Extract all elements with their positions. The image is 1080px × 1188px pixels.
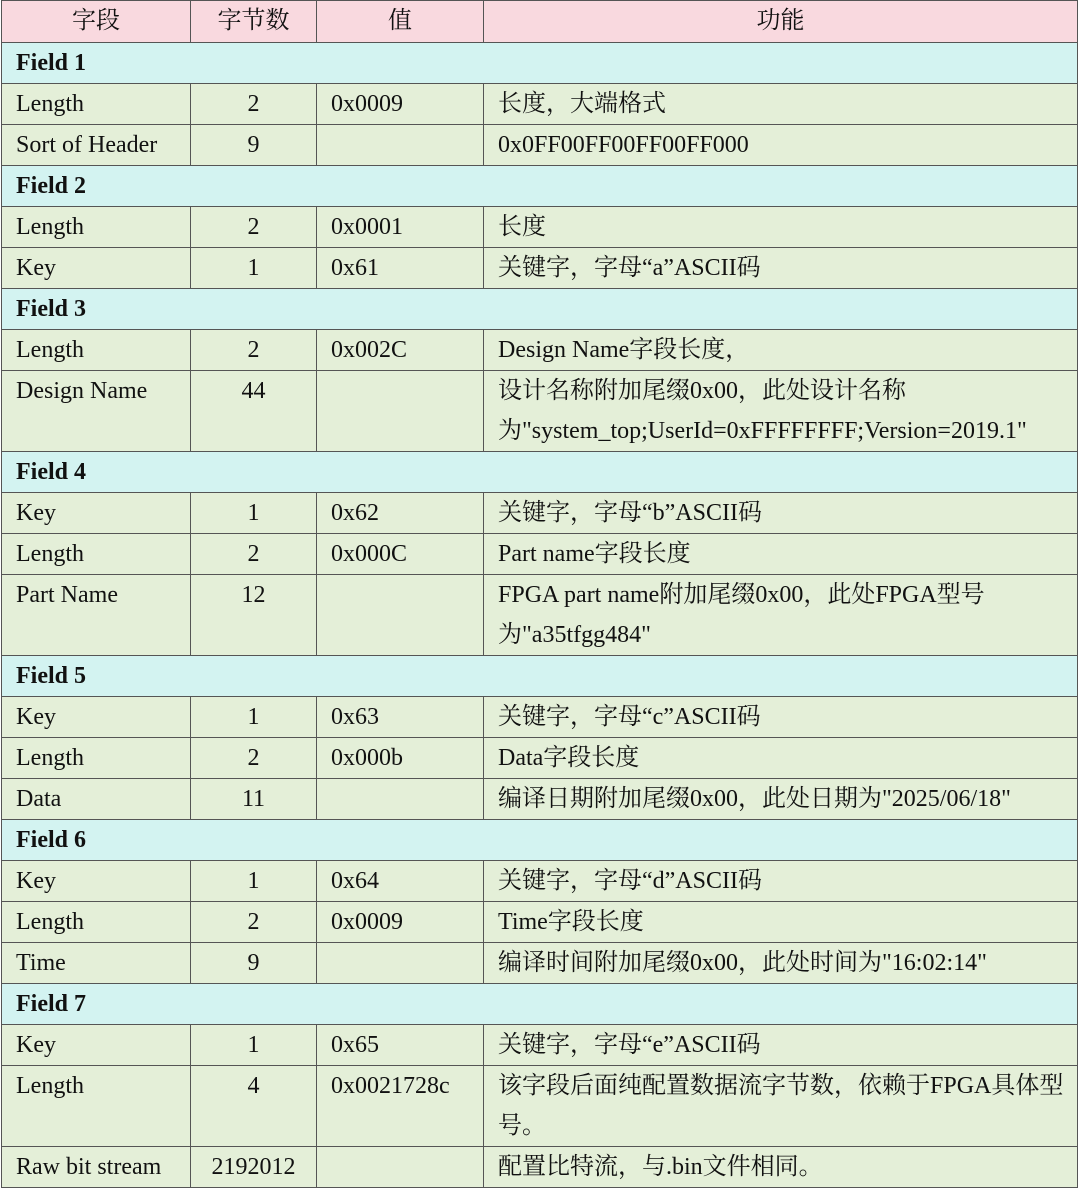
table-row (2, 943, 1078, 984)
cell-field-name: Data (2, 779, 191, 820)
field-group-row (2, 289, 1078, 330)
table-row (2, 779, 1078, 820)
cell-function: Data字段长度 (484, 738, 1078, 779)
cell-function: 长度，大端格式 (484, 84, 1078, 125)
table-body (2, 43, 1078, 1188)
header-row (2, 1, 1078, 43)
cell-byte-count: 9 (191, 943, 317, 984)
cell-byte-count: 2 (191, 902, 317, 943)
cell-function: 编译时间附加尾缀0x00，此处时间为"16:02:14" (484, 943, 1078, 984)
cell-field-name: Key (2, 493, 191, 534)
field-group-row (2, 820, 1078, 861)
cell-field-name: Part Name (2, 575, 191, 656)
cell-field-name: Key (2, 697, 191, 738)
cell-value: 0x65 (317, 1025, 484, 1066)
cell-value: 0x64 (317, 861, 484, 902)
cell-function: FPGA part name附加尾缀0x00，此处FPGA型号为"a35tfgg484" (484, 575, 1078, 656)
cell-value (317, 575, 484, 656)
cell-value: 0x63 (317, 697, 484, 738)
field-group-row (2, 984, 1078, 1025)
field-group-label: Field 5 (2, 656, 1078, 697)
cell-byte-count: 4 (191, 1066, 317, 1147)
cell-function: 关键字，字母“c”ASCII码 (484, 697, 1078, 738)
table-row (2, 861, 1078, 902)
cell-byte-count: 2 (191, 738, 317, 779)
table-row (2, 207, 1078, 248)
cell-field-name: Length (2, 1066, 191, 1147)
cell-field-name: Length (2, 84, 191, 125)
cell-field-name: Length (2, 738, 191, 779)
field-group-row (2, 656, 1078, 697)
cell-field-name: Length (2, 902, 191, 943)
cell-function: Time字段长度 (484, 902, 1078, 943)
cell-byte-count: 1 (191, 248, 317, 289)
cell-byte-count: 12 (191, 575, 317, 656)
cell-field-name: Length (2, 330, 191, 371)
field-group-row (2, 43, 1078, 84)
cell-byte-count: 2 (191, 207, 317, 248)
cell-field-name: Design Name (2, 371, 191, 452)
field-group-label: Field 4 (2, 452, 1078, 493)
header-value: 值 (317, 1, 484, 43)
header-field: 字段 (2, 1, 191, 43)
table-row (2, 534, 1078, 575)
cell-value: 0x0021728c (317, 1066, 484, 1147)
table-row (2, 248, 1078, 289)
cell-function: 关键字，字母“d”ASCII码 (484, 861, 1078, 902)
cell-function: 该字段后面纯配置数据流字节数，依赖于FPGA具体型号。 (484, 1066, 1078, 1147)
table-row (2, 1066, 1078, 1147)
table-row (2, 330, 1078, 371)
cell-value: 0x000C (317, 534, 484, 575)
cell-value: 0x0001 (317, 207, 484, 248)
table-row (2, 1147, 1078, 1188)
cell-byte-count: 44 (191, 371, 317, 452)
header-bytes: 字节数 (191, 1, 317, 43)
cell-value: 0x61 (317, 248, 484, 289)
field-group-label: Field 1 (2, 43, 1078, 84)
field-group-label: Field 6 (2, 820, 1078, 861)
cell-byte-count: 2 (191, 330, 317, 371)
cell-function: 关键字，字母“b”ASCII码 (484, 493, 1078, 534)
cell-byte-count: 11 (191, 779, 317, 820)
cell-field-name: Length (2, 207, 191, 248)
table-row (2, 84, 1078, 125)
cell-function: 关键字，字母“a”ASCII码 (484, 248, 1078, 289)
cell-value: 0x62 (317, 493, 484, 534)
table-row (2, 575, 1078, 656)
cell-value (317, 371, 484, 452)
cell-function: 配置比特流，与.bin文件相同。 (484, 1147, 1078, 1188)
cell-byte-count: 1 (191, 1025, 317, 1066)
cell-function: 0x0FF00FF00FF00FF000 (484, 125, 1078, 166)
cell-value (317, 779, 484, 820)
field-group-label: Field 2 (2, 166, 1078, 207)
cell-function: 长度 (484, 207, 1078, 248)
cell-value: 0x000b (317, 738, 484, 779)
cell-function: 关键字，字母“e”ASCII码 (484, 1025, 1078, 1066)
field-group-row (2, 166, 1078, 207)
cell-field-name: Length (2, 534, 191, 575)
cell-field-name: Raw bit stream (2, 1147, 191, 1188)
header-function: 功能 (484, 1, 1078, 43)
table-row (2, 371, 1078, 452)
table-row (2, 493, 1078, 534)
table-row (2, 738, 1078, 779)
cell-function: Part name字段长度 (484, 534, 1078, 575)
cell-field-name: Time (2, 943, 191, 984)
cell-value: 0x002C (317, 330, 484, 371)
cell-field-name: Key (2, 1025, 191, 1066)
field-group-label: Field 3 (2, 289, 1078, 330)
table-row (2, 902, 1078, 943)
table-row (2, 1025, 1078, 1066)
cell-value (317, 125, 484, 166)
cell-byte-count: 9 (191, 125, 317, 166)
cell-value: 0x0009 (317, 84, 484, 125)
cell-byte-count: 2 (191, 84, 317, 125)
cell-byte-count: 1 (191, 493, 317, 534)
bitstream-header-table (1, 0, 1078, 1188)
cell-value (317, 1147, 484, 1188)
cell-field-name: Key (2, 248, 191, 289)
cell-byte-count: 1 (191, 861, 317, 902)
table-row (2, 125, 1078, 166)
cell-value (317, 943, 484, 984)
cell-byte-count: 2 (191, 534, 317, 575)
field-group-row (2, 452, 1078, 493)
cell-function: 设计名称附加尾缀0x00，此处设计名称为"system_top;UserId=0xFFFFFFFF;Version=2019.1" (484, 371, 1078, 452)
cell-function: 编译日期附加尾缀0x00，此处日期为"2025/06/18" (484, 779, 1078, 820)
field-group-label: Field 7 (2, 984, 1078, 1025)
cell-field-name: Sort of Header (2, 125, 191, 166)
table-row (2, 697, 1078, 738)
cell-value: 0x0009 (317, 902, 484, 943)
cell-byte-count: 1 (191, 697, 317, 738)
cell-field-name: Key (2, 861, 191, 902)
cell-function: Design Name字段长度， (484, 330, 1078, 371)
cell-byte-count: 2192012 (191, 1147, 317, 1188)
